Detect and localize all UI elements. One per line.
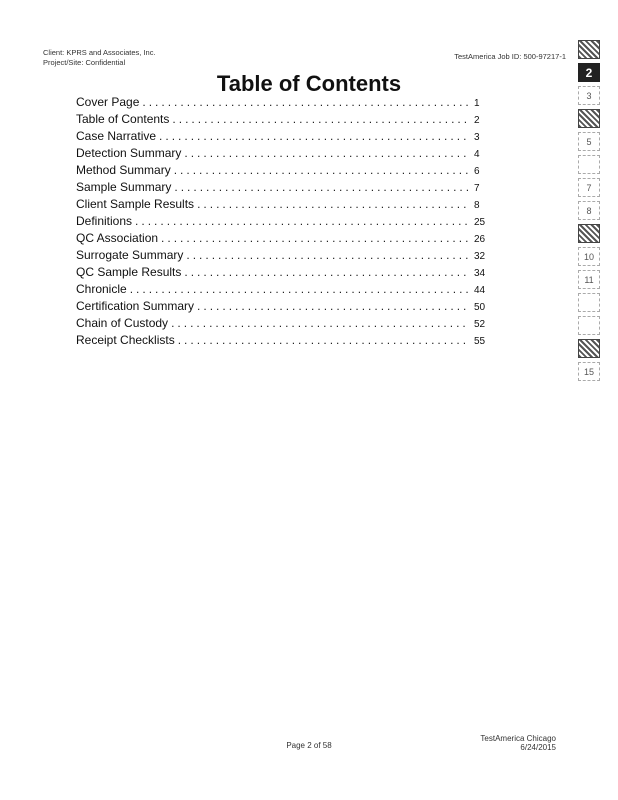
toc-leader-dots <box>184 146 468 160</box>
client-line: Client: KPRS and Associates, Inc. <box>43 48 156 57</box>
project-line: Project/Site: Confidential <box>43 58 126 67</box>
toc-entry-page: 4 <box>474 149 480 160</box>
toc-entry[interactable] <box>76 146 500 163</box>
toc-entry-page: 32 <box>474 251 486 262</box>
section-tab[interactable]: 15 <box>578 362 600 381</box>
toc-entry-label: Certification Summary <box>76 299 195 313</box>
section-tab[interactable]: 11 <box>578 270 600 289</box>
toc-entry-page: 7 <box>474 183 480 194</box>
toc-entry[interactable] <box>76 282 500 299</box>
toc-entry-page: 50 <box>474 302 486 313</box>
toc-entry-label: Sample Summary <box>76 180 172 194</box>
toc-leader-dots <box>159 129 468 143</box>
toc-entry-page: 34 <box>474 268 486 279</box>
toc-entry-page: 55 <box>474 336 486 347</box>
toc-entry-page: 3 <box>474 132 480 143</box>
toc-leader-dots <box>130 282 468 296</box>
toc-entry[interactable] <box>76 248 500 265</box>
toc-entry-label: Method Summary <box>76 163 171 177</box>
toc-leader-dots <box>197 299 468 313</box>
toc-leader-dots <box>171 316 468 330</box>
lab-name: TestAmerica Chicago <box>480 734 556 743</box>
toc-entry[interactable] <box>76 129 500 146</box>
section-tab[interactable]: 8 <box>578 201 600 220</box>
toc-leader-dots <box>184 265 468 279</box>
toc-entry-label: Cover Page <box>76 95 140 109</box>
section-tab[interactable] <box>578 40 600 59</box>
toc-entry[interactable] <box>76 316 500 333</box>
toc-leader-dots <box>186 248 468 262</box>
toc-entry-page: 2 <box>474 115 480 126</box>
section-tab[interactable] <box>578 224 600 243</box>
toc-entry-label: QC Association <box>76 231 159 245</box>
toc-entry[interactable] <box>76 112 500 129</box>
toc-entry[interactable] <box>76 333 500 350</box>
toc-entry-label: Table of Contents <box>76 112 170 126</box>
section-tab[interactable]: 2 <box>578 63 600 82</box>
toc-leader-dots <box>197 197 468 211</box>
toc-entry[interactable] <box>76 180 500 197</box>
toc-entry-label: Chronicle <box>76 282 127 296</box>
toc-leader-dots <box>174 163 468 177</box>
section-tab[interactable]: 7 <box>578 178 600 197</box>
section-tab[interactable] <box>578 339 600 358</box>
toc-entry-label: Chain of Custody <box>76 316 169 330</box>
job-id: TestAmerica Job ID: 500-97217-1 <box>454 52 566 61</box>
section-tab[interactable]: 5 <box>578 132 600 151</box>
toc-entry[interactable] <box>76 163 500 180</box>
toc-leader-dots <box>174 180 468 194</box>
toc-entry-label: Detection Summary <box>76 146 182 160</box>
toc-entry-page: 25 <box>474 217 486 228</box>
section-tab[interactable] <box>578 316 600 335</box>
report-date: 6/24/2015 <box>520 743 556 752</box>
footer-right <box>480 734 556 752</box>
toc-entry[interactable] <box>76 95 500 112</box>
toc-entry-label: Client Sample Results <box>76 197 195 211</box>
section-tab[interactable]: 10 <box>578 247 600 266</box>
toc-entry-label: Receipt Checklists <box>76 333 175 347</box>
toc-entry-page: 1 <box>474 98 480 109</box>
section-tab[interactable]: 3 <box>578 86 600 105</box>
section-tab[interactable] <box>578 293 600 312</box>
page-number: Page 2 of 58 <box>286 741 332 750</box>
toc-leader-dots <box>178 333 468 347</box>
toc-leader-dots <box>161 231 468 245</box>
section-tab[interactable] <box>578 155 600 174</box>
toc-entry[interactable] <box>76 265 500 282</box>
toc-entry-page: 44 <box>474 285 486 296</box>
toc-leader-dots <box>142 95 468 109</box>
toc-entry-label: Definitions <box>76 214 133 228</box>
toc-entry-page: 6 <box>474 166 480 177</box>
toc-leader-dots <box>135 214 468 228</box>
toc-entry-label: Case Narrative <box>76 129 157 143</box>
toc-entry-page: 52 <box>474 319 486 330</box>
toc-leader-dots <box>172 112 468 126</box>
header-left <box>43 48 156 68</box>
toc-entry-label: QC Sample Results <box>76 265 182 279</box>
toc-entry-page: 26 <box>474 234 486 245</box>
table-of-contents <box>76 95 500 350</box>
toc-entry[interactable] <box>76 214 500 231</box>
toc-entry[interactable] <box>76 197 500 214</box>
section-tab[interactable] <box>578 109 600 128</box>
section-tabs <box>578 40 602 385</box>
toc-entry[interactable] <box>76 299 500 316</box>
toc-entry-page: 8 <box>474 200 480 211</box>
page-title: Table of Contents <box>216 71 402 96</box>
toc-entry[interactable] <box>76 231 500 248</box>
toc-entry-label: Surrogate Summary <box>76 248 184 262</box>
